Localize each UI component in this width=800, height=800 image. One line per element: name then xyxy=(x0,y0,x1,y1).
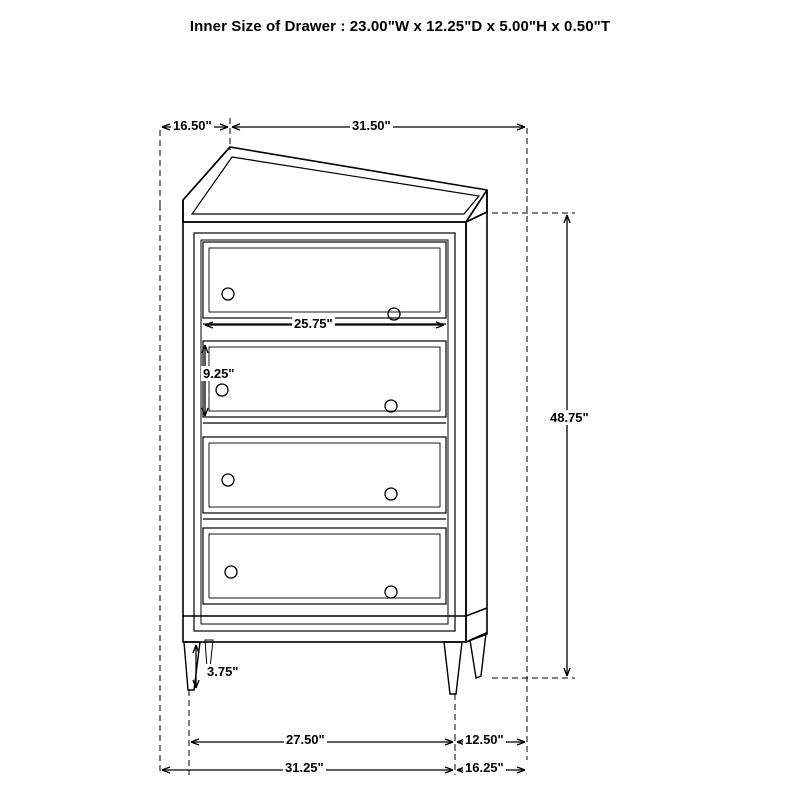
dimension-label-base-front-width: 27.50" xyxy=(286,732,325,747)
dimension-label-drawer-front-height: 9.25" xyxy=(203,366,235,381)
dimension-label-overall-width: 31.25" xyxy=(285,760,324,775)
chest-base-rail xyxy=(183,608,487,616)
dimension-label-base-side-depth: 12.50" xyxy=(465,732,504,747)
chest-top-surface xyxy=(183,147,487,222)
dimension-label-side-depth-top: 16.50" xyxy=(173,118,212,133)
dimension-label-overall-depth: 16.25" xyxy=(465,760,504,775)
dimension-label-drawer-front-width: 25.75" xyxy=(294,316,333,331)
dimension-label-front-width-top: 31.50" xyxy=(352,118,391,133)
dimension-label-leg-height: 3.75" xyxy=(207,664,239,679)
page-title: Inner Size of Drawer : 23.00"W x 12.25"D x 5.00"H x 0.50"T xyxy=(189,18,611,35)
chest-drawers xyxy=(203,242,446,604)
dimension-label-overall-height: 48.75" xyxy=(550,410,589,425)
